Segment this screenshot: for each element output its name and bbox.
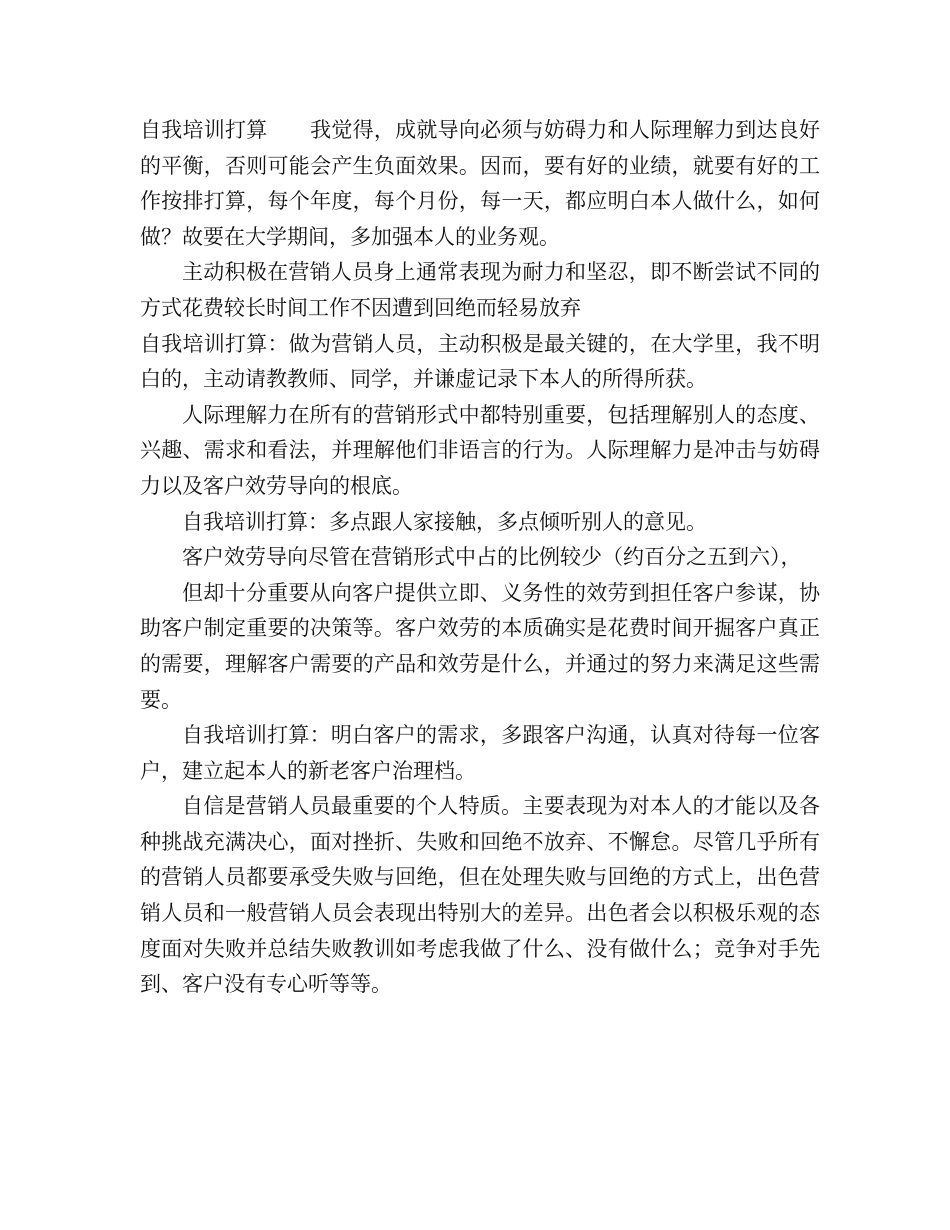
document-body xyxy=(140,113,820,1003)
paragraph-8: 自我培训打算：明白客户的需求，多跟客户沟通，认真对待每一位客户，建立起本人的新老客户治理档。 xyxy=(140,723,820,783)
paragraph-9: 自信是营销人员最重要的个人特质。主要表现为对本人的才能以及各种挑战充满决心，面对挫折、失败和回绝不放弃、不懈怠。尽管几乎所有的营销人员都要承受失败与回绝，但在处理失败与回绝的方式上，出色营销人员和一般营销人员会表现出特别大的差异。出色者会以积极乐观的态度面对失败并总结失败教训如考虑我做了什么、没有做什么；竞争对手先到、客户没有专心听等等。 xyxy=(140,794,820,997)
paragraph-2: 主动积极在营销人员身上通常表现为耐力和坚忍，即不断尝试不同的方式花费较长时间工作不因遭到回绝而轻易放弃 xyxy=(140,260,820,320)
paragraph-6: 客户效劳导向尽管在营销形式中占的比例较少（约百分之五到六）， xyxy=(182,545,802,570)
paragraph-7: 但却十分重要从向客户提供立即、义务性的效劳到担任客户参谋，协助客户制定重要的决策等。客户效劳的本质确实是花费时间开掘客户真正的需要，理解客户需要的产品和效劳是什么，并通过的努力来满足这些需要。 xyxy=(140,580,820,712)
paragraph-3: 自我培训打算：做为营销人员，主动积极是最关键的，在大学里，我不明白的，主动请教教师、同学，并谦虚记录下本人的所得所获。 xyxy=(140,331,820,392)
paragraph-1: 自我培训打算 我觉得，成就导向必须与妨碍力和人际理解力到达良好的平衡，否则可能会产生负面效果。因而，要有好的业绩，就要有好的工作按排打算，每个年度，每个月份，每一天，都应明白本人做什么，如何做？故要在大学期间，多加强本人的业务观。 xyxy=(140,118,820,249)
paragraph-4: 人际理解力在所有的营销形式中都特别重要，包括理解别人的态度、兴趣、需求和看法，并理解他们非语言的行为。人际理解力是冲击与妨碍力以及客户效劳导向的根底。 xyxy=(140,402,820,498)
paragraph-5: 自我培训打算：多点跟人家接触，多点倾听别人的意见。 xyxy=(182,509,707,534)
